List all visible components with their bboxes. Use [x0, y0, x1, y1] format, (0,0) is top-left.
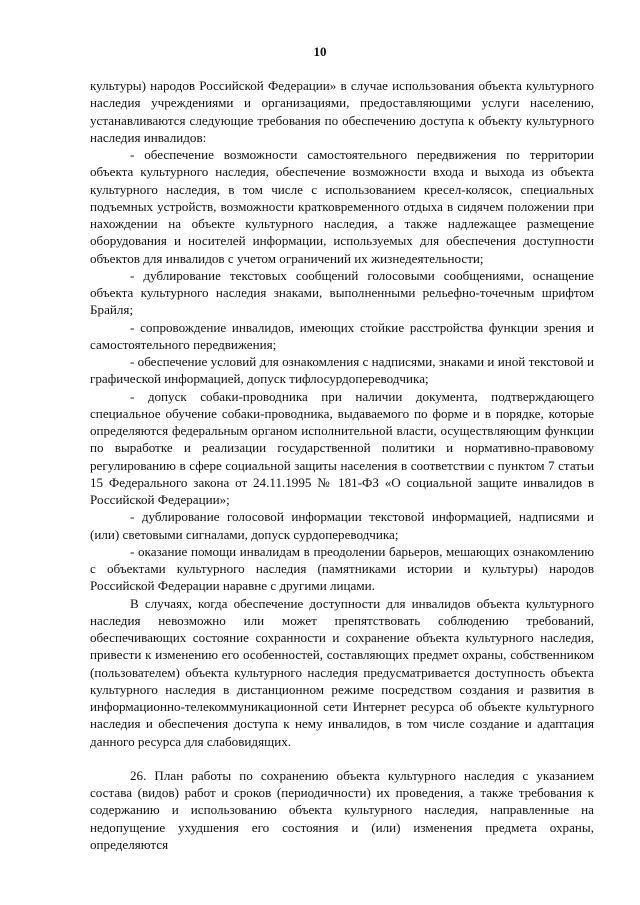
list-item-barrier-assistance: - оказание помощи инвалидам в преодолении барьеров, мешающих ознакомлению с объектами культурного наследия (памятниками истории и культуры) народов Российской Федерации наравне с другими лицами. [90, 543, 594, 594]
list-item-inscriptions: - обеспечение условий для ознакомления с надписями, знаками и иной текстовой и графической информацией, допуск тифлосурдопереводчика; [90, 354, 594, 387]
list-item-text-duplication: - дублирование голосовой информации текстовой информацией, надписями и (или) световыми сигналами, допуск сурдопереводчика; [90, 509, 594, 542]
list-item-escort: - сопровождение инвалидов, имеющих стойкие расстройства функции зрения и самостоятельного передвижения; [90, 319, 594, 352]
list-item-mobility: - обеспечение возможности самостоятельного передвижения по территории объекта культурного наследия, обеспечение возможности входа и выхода из объекта культурного наследия, в том числе с использованием кресел-колясок, специальных подъемных устройств, возможности кратковременного отдыха в сидячем положении при нахождении на объекте культурного наследия, а также надлежащее размещение оборудования и носителей информации, используемых для обеспечения доступности объектов для инвалидов с учетом ограничений их жизнедеятельности; [90, 147, 594, 266]
paragraph-section-26: 26. План работы по сохранению объекта культурного наследия с указанием состава (видов) работ и сроков (периодичности) их проведения, а также требования к содержанию и использованию объекта культурного наследия, направленные на недопущение ухудшения его состояния и (или) изменения предмета охраны, определяются [90, 767, 594, 852]
paragraph-remote-access: В случаях, когда обеспечение доступности для инвалидов объекта культурного наследия невозможно или может препятствовать соблюдению требований, обеспечивающих состояние сохранности и сохранение объекта культурного наследия, привести к изменению его особенностей, составляющих предмет охраны, собственником (пользователем) объекта культурного наследия предусматривается доступность объекта культурного наследия в дистанционном режиме посредством создания и развития в информационно-телекоммуникационной сети Интернет ресурса об объекте культурного наследия и обеспечения доступа к нему инвалидов, в том числе создание и адаптация данного ресурса для слабовидящих. [90, 595, 594, 749]
page-number: 10 [313, 44, 327, 59]
list-item-voice-duplication: - дублирование текстовых сообщений голосовыми сообщениями, оснащение объекта культурного наследия знаками, выполненными рельефно-точечным шрифтом Брайля; [90, 267, 594, 318]
list-item-guide-dog: - допуск собаки-проводника при наличии документа, подтверждающего специальное обучение собаки-проводника, выдаваемого по форме и в порядке, которые определяются федеральным органом исполнительной власти, осуществляющим функции по выработке и реализации государственной политики и нормативно-правовому регулированию в сфере социальной защиты населения в соответствии с пунктом 7 статьи 15 Федерального закона от 24.11.1995 № 181-ФЗ «О социальной защите инвалидов в Российской Федерации»; [90, 388, 594, 507]
paragraph-intro: культуры) народов Российской Федерации» в случае использования объекта культурного наследия учреждениями и организациями, предоставляющими услуги населению, устанавливаются следующие требования по обеспечению доступа к объекту культурного наследия инвалидов: [90, 78, 594, 145]
document-body [90, 77, 594, 853]
